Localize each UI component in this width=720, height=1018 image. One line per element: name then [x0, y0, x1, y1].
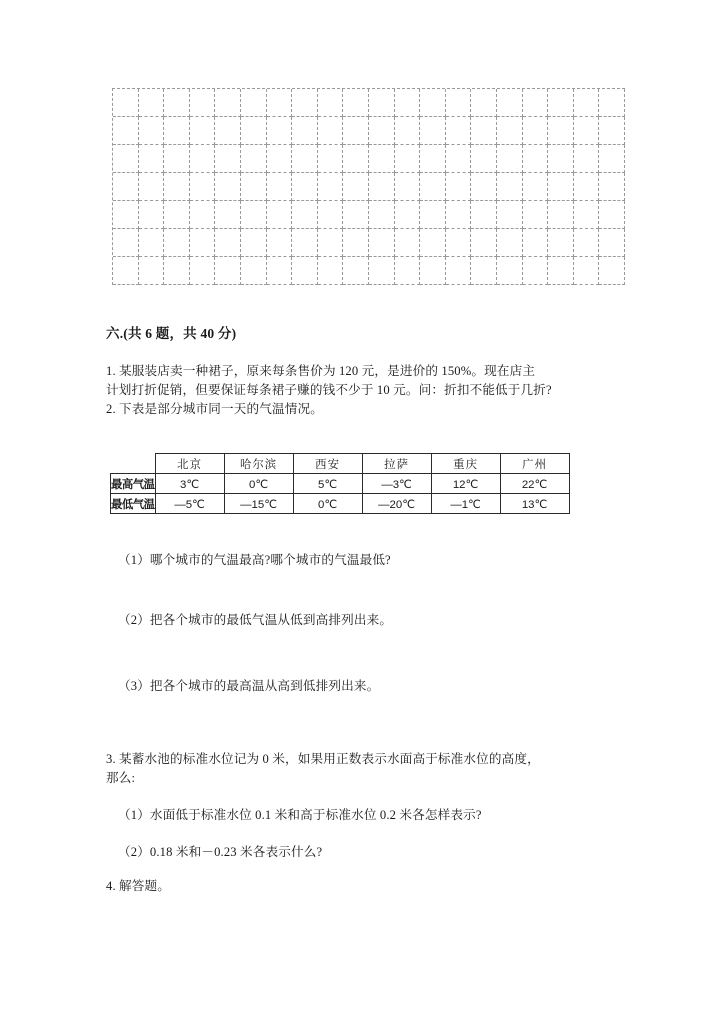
- grid-cell: [113, 117, 139, 145]
- grid-cell: [241, 89, 267, 117]
- grid-cell: [471, 89, 497, 117]
- grid-cell: [369, 145, 395, 173]
- grid-cell: [574, 117, 600, 145]
- grid-cell: [369, 117, 395, 145]
- problem-1-line-1: 1. 某服装店卖一种裙子，原来每条售价为 120 元，是进价的 150%。现在店主: [106, 364, 536, 378]
- grid-cell: [292, 145, 318, 173]
- grid-cell: [318, 145, 344, 173]
- grid-cell: [164, 229, 190, 257]
- table-cell: 0℃: [293, 494, 362, 514]
- grid-cell: [267, 117, 293, 145]
- table-cell: 22℃: [500, 474, 569, 494]
- grid-cell: [190, 201, 216, 229]
- grid-cell: [369, 257, 395, 285]
- table-cell: —3℃: [362, 474, 431, 494]
- grid-cell: [574, 201, 600, 229]
- grid-cell: [241, 257, 267, 285]
- grid-cell: [164, 201, 190, 229]
- grid-cell: [215, 145, 241, 173]
- grid-cell: [241, 201, 267, 229]
- table-header-row: [111, 454, 570, 474]
- table-cell: —20℃: [362, 494, 431, 514]
- grid-cell: [241, 145, 267, 173]
- grid-cell: [215, 229, 241, 257]
- grid-cell: [471, 229, 497, 257]
- grid-cell: [215, 117, 241, 145]
- grid-cell: [420, 89, 446, 117]
- grid-cell: [139, 145, 165, 173]
- grid-cell: [395, 89, 421, 117]
- grid-cell: [318, 89, 344, 117]
- problem-4-line-1: 4. 解答题。: [106, 879, 171, 893]
- grid-cell: [599, 173, 625, 201]
- grid-cell: [164, 145, 190, 173]
- grid-cell: [241, 117, 267, 145]
- grid-cell: [548, 229, 574, 257]
- grid-cell: [267, 201, 293, 229]
- table-city-header: 哈尔滨: [224, 454, 293, 474]
- grid-cell: [139, 173, 165, 201]
- grid-cell: [574, 229, 600, 257]
- grid-cell: [164, 117, 190, 145]
- table-corner-cell: [111, 454, 156, 474]
- grid-cell: [599, 117, 625, 145]
- table-row-label: 最低气温: [111, 494, 156, 514]
- grid-cell: [292, 117, 318, 145]
- grid-cell: [395, 173, 421, 201]
- grid-cell: [267, 89, 293, 117]
- table-row-label: 最高气温: [111, 474, 156, 494]
- grid-cell: [343, 173, 369, 201]
- grid-cell: [164, 173, 190, 201]
- grid-cell: [523, 201, 549, 229]
- grid-cell: [343, 117, 369, 145]
- grid-cell: [215, 201, 241, 229]
- grid-cell: [139, 257, 165, 285]
- grid-cell: [420, 229, 446, 257]
- grid-cell: [343, 89, 369, 117]
- grid-cell: [267, 229, 293, 257]
- grid-cell: [292, 89, 318, 117]
- grid-cell: [420, 257, 446, 285]
- grid-cell: [190, 89, 216, 117]
- grid-cell: [548, 145, 574, 173]
- grid-cell: [523, 257, 549, 285]
- grid-cell: [139, 229, 165, 257]
- problem-3-line-1: 3. 某蓄水池的标准水位记为 0 米，如果用正数表示水面高于标准水位的高度，: [106, 752, 540, 766]
- table-city-header: 西安: [293, 454, 362, 474]
- grid-cell: [523, 145, 549, 173]
- table-city-header: 重庆: [431, 454, 500, 474]
- grid-cell: [292, 257, 318, 285]
- grid-cell: [395, 201, 421, 229]
- grid-cell: [343, 229, 369, 257]
- grid-cell: [548, 117, 574, 145]
- grid-cell: [318, 117, 344, 145]
- table-cell: 5℃: [293, 474, 362, 494]
- grid-cell: [113, 173, 139, 201]
- grid-cell: [471, 257, 497, 285]
- grid-cell: [190, 257, 216, 285]
- table-cell: 12℃: [431, 474, 500, 494]
- grid-cell: [446, 173, 472, 201]
- grid-cell: [420, 117, 446, 145]
- table-row: [111, 474, 570, 494]
- grid-cell: [446, 229, 472, 257]
- grid-cell: [113, 89, 139, 117]
- grid-cell: [113, 145, 139, 173]
- grid-cell: [190, 117, 216, 145]
- grid-cell: [164, 89, 190, 117]
- grid-cell: [523, 117, 549, 145]
- table-city-header: 拉萨: [362, 454, 431, 474]
- grid-cell: [190, 145, 216, 173]
- grid-cell: [599, 201, 625, 229]
- grid-cell: [420, 201, 446, 229]
- grid-cell: [497, 145, 523, 173]
- grid-cell: [497, 89, 523, 117]
- grid-cell: [574, 257, 600, 285]
- grid-cell: [267, 257, 293, 285]
- problem-1-line-2: 计划打折促销，但要保证每条裙子赚的钱不少于 10 元。问：折扣不能低于几折?: [106, 383, 552, 397]
- grid-cell: [113, 229, 139, 257]
- grid-cell: [318, 201, 344, 229]
- grid-cell: [395, 117, 421, 145]
- grid-cell: [343, 201, 369, 229]
- problem-3-sub-2: （2）0.18 米和－0.23 米各表示什么?: [118, 845, 323, 859]
- grid-cell: [343, 257, 369, 285]
- grid-cell: [369, 201, 395, 229]
- grid-cell: [471, 145, 497, 173]
- grid-cell: [318, 173, 344, 201]
- grid-cell: [574, 173, 600, 201]
- grid-cell: [215, 257, 241, 285]
- grid-cell: [548, 201, 574, 229]
- section-heading: 六.(共 6 题，共 40 分): [106, 326, 237, 341]
- table-cell: —5℃: [155, 494, 224, 514]
- grid-cell: [497, 173, 523, 201]
- grid-cell: [420, 145, 446, 173]
- grid-cell: [292, 229, 318, 257]
- table-cell: —1℃: [431, 494, 500, 514]
- table-city-header: 广州: [500, 454, 569, 474]
- grid-cell: [523, 173, 549, 201]
- grid-cell: [523, 229, 549, 257]
- grid-cell: [318, 257, 344, 285]
- grid-cell: [267, 145, 293, 173]
- grid-cell: [113, 201, 139, 229]
- grid-cell: [420, 173, 446, 201]
- grid-cell: [369, 173, 395, 201]
- grid-cell: [471, 117, 497, 145]
- table-cell: 13℃: [500, 494, 569, 514]
- grid-cell: [599, 89, 625, 117]
- grid-cell: [471, 201, 497, 229]
- grid-cell: [574, 89, 600, 117]
- problem-2-line-1: 2. 下表是部分城市同一天的气温情况。: [106, 402, 323, 416]
- grid-cell: [599, 257, 625, 285]
- grid-cell: [471, 173, 497, 201]
- table-cell: 0℃: [224, 474, 293, 494]
- table-cell: —15℃: [224, 494, 293, 514]
- grid-cell: [215, 173, 241, 201]
- table-row: [111, 494, 570, 514]
- work-grid: [112, 88, 625, 285]
- temperature-table-wrapper: [110, 453, 570, 514]
- grid-cell: [139, 89, 165, 117]
- grid-cell: [395, 257, 421, 285]
- grid-cell: [215, 89, 241, 117]
- grid-cell: [446, 201, 472, 229]
- problem-2-sub-3: （3）把各个城市的最高温从高到低排列出来。: [118, 679, 380, 693]
- grid-cell: [446, 145, 472, 173]
- grid-cell: [497, 229, 523, 257]
- grid-cell: [599, 229, 625, 257]
- grid-cell: [548, 89, 574, 117]
- grid-cell: [190, 229, 216, 257]
- grid-cell: [395, 229, 421, 257]
- grid-cell: [497, 257, 523, 285]
- temperature-table: [110, 453, 570, 514]
- grid-cell: [139, 201, 165, 229]
- grid-cell: [267, 173, 293, 201]
- grid-cell: [164, 257, 190, 285]
- grid-cell: [497, 117, 523, 145]
- grid-cell: [599, 145, 625, 173]
- grid-cell: [369, 229, 395, 257]
- table-cell: 3℃: [155, 474, 224, 494]
- grid-cell: [574, 145, 600, 173]
- grid-cell: [395, 145, 421, 173]
- grid-cell: [139, 117, 165, 145]
- grid-cell: [369, 89, 395, 117]
- grid-cell: [113, 257, 139, 285]
- grid-cell: [446, 257, 472, 285]
- problem-2-sub-2: （2）把各个城市的最低气温从低到高排列出来。: [118, 613, 393, 627]
- grid-cell: [446, 117, 472, 145]
- grid-cell: [548, 257, 574, 285]
- grid-cell: [241, 173, 267, 201]
- table-city-header: 北京: [155, 454, 224, 474]
- problem-3-line-2: 那么:: [106, 771, 136, 785]
- grid-cell: [190, 173, 216, 201]
- problem-3-sub-1: （1）水面低于标准水位 0.1 米和高于标准水位 0.2 米各怎样表示?: [118, 808, 482, 822]
- grid-cell: [318, 229, 344, 257]
- grid-cell: [548, 173, 574, 201]
- problem-2-sub-1: （1）哪个城市的气温最高?哪个城市的气温最低?: [118, 553, 391, 567]
- grid-cell: [292, 201, 318, 229]
- grid-cell: [497, 201, 523, 229]
- grid-cell: [343, 145, 369, 173]
- grid-cell: [446, 89, 472, 117]
- grid-cell: [241, 229, 267, 257]
- grid-cell: [523, 89, 549, 117]
- grid-cell: [292, 173, 318, 201]
